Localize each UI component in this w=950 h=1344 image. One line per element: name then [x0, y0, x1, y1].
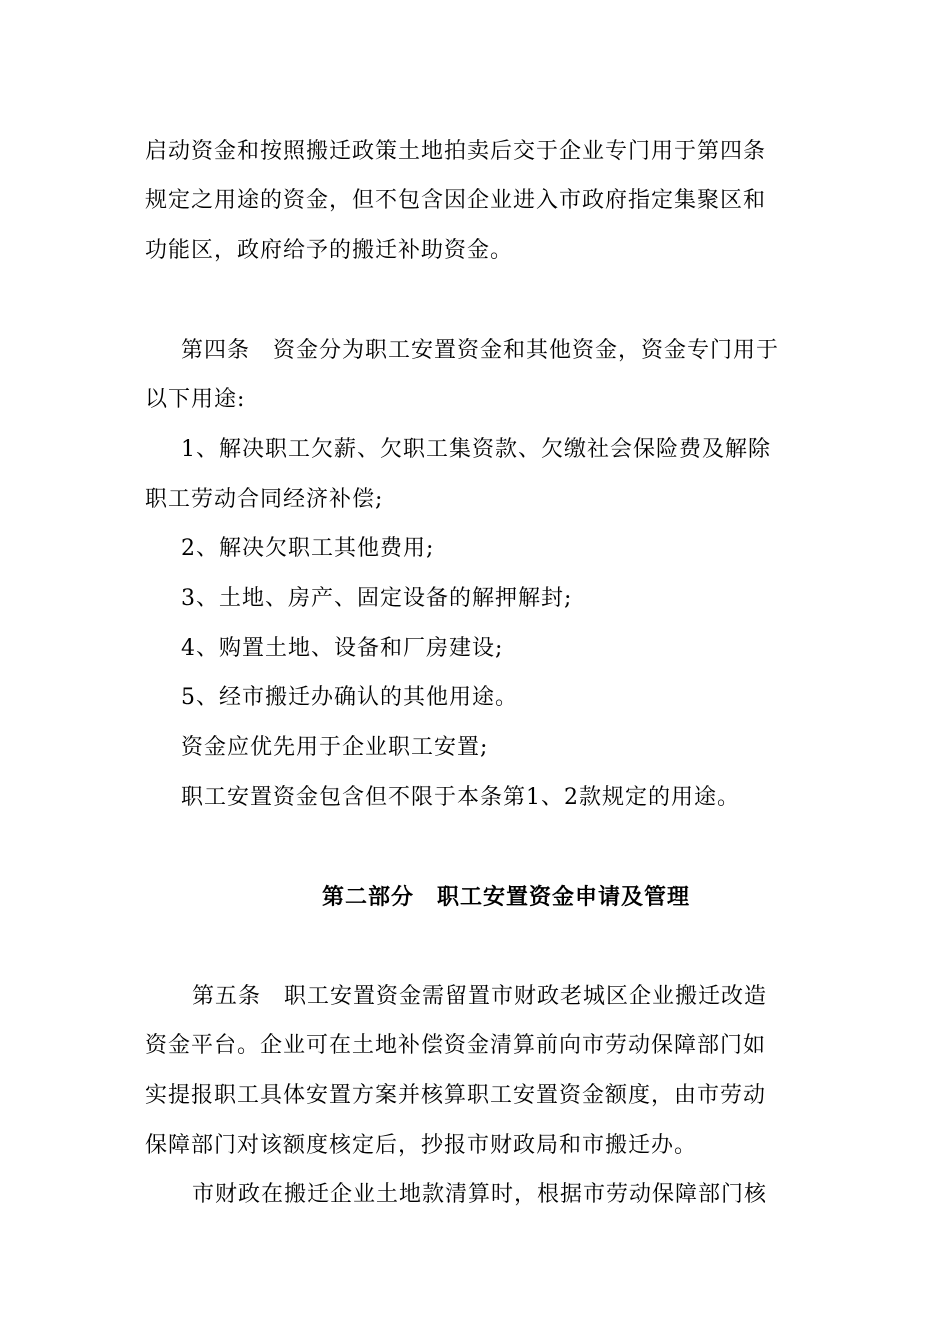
article-4-line: 第四条 资金分为职工安置资金和其他资金，资金专门用于 — [181, 338, 780, 363]
list-item-2: 2、解决欠职工其他费用; — [181, 536, 435, 561]
list-item-3: 3、土地、房产、固定设备的解押解封; — [181, 586, 573, 611]
article-5-line: 资金平台。企业可在土地补偿资金清算前向市劳动保障部门如 — [145, 1033, 767, 1058]
paragraph-line: 规定之用途的资金，但不包含因企业进入市政府指定集聚区和 — [145, 188, 767, 213]
list-item-1: 1、解决职工欠薪、欠职工集资款、欠缴社会保险费及解除 — [181, 437, 771, 462]
paragraph-line: 启动资金和按照搬迁政策土地拍卖后交于企业专门用于第四条 — [145, 139, 767, 164]
list-item-1-cont: 职工劳动合同经济补偿; — [145, 487, 384, 512]
section-heading: 第二部分 职工安置资金申请及管理 — [322, 884, 691, 910]
paragraph-line: 功能区，政府给予的搬迁补助资金。 — [145, 238, 514, 263]
article-5-line: 实提报职工具体安置方案并核算职工安置资金额度，由市劳动 — [145, 1083, 767, 1108]
note-line: 职工安置资金包含但不限于本条第1、2款规定的用途。 — [181, 785, 740, 810]
list-item-5: 5、经市搬迁办确认的其他用途。 — [181, 685, 518, 710]
list-item-4: 4、购置土地、设备和厂房建设; — [181, 636, 504, 661]
article-5-line: 第五条 职工安置资金需留置市财政老城区企业搬迁改造 — [192, 984, 768, 1009]
paragraph-line: 市财政在搬迁企业土地款清算时，根据市劳动保障部门核 — [192, 1182, 768, 1207]
note-line: 资金应优先用于企业职工安置; — [181, 735, 489, 760]
article-4-line: 以下用途: — [145, 387, 246, 412]
article-5-line: 保障部门对该额度核定后，抄报市财政局和市搬迁办。 — [145, 1133, 698, 1158]
